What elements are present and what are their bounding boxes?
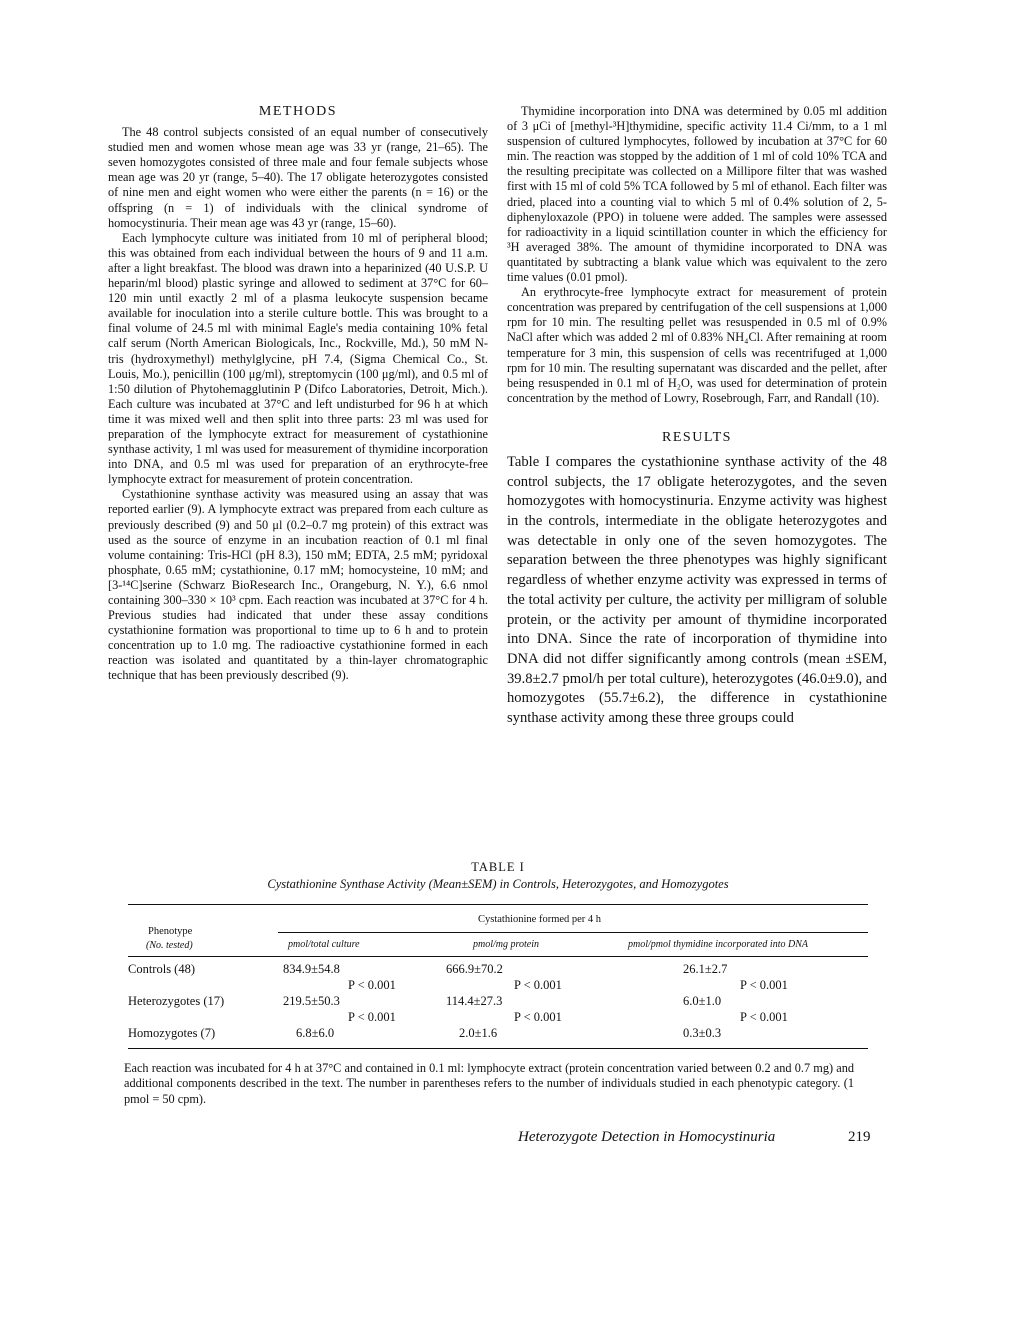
methods-paragraph-2: Each lymphocyte culture was initiated from 10 ml of peripheral blood; this was obtained from each individual between the hours of 9 and 11 a.m. after a light breakfast. The blood was drawn into a heparinized (40 U.S.P. U heparin/ml blood) plastic syringe and allowed to sediment at 37°C for 60–120 min until exactly 2 ml of a plasma leukocyte suspension became available for inoculation into a sterile culture bottle. This was brought to a final volume of 24.5 ml with minimal Eagle's media containing 10% fetal calf serum (North American Biologicals, Inc., Rockville, Md.), 50 mM N-tris (hydroxymethyl) methylglycine, pH 7.4, (Sigma Chemical Co., St. Louis, Mo.), penicillin (100 μg/ml), streptomycin (100 μg/ml), and 0.5 ml of 1:50 dilution of Phytohemagglutinin P (Difco Laboratories, Detroit, Mich.). Each culture was incubated at 37°C and left undisturbed for 96 h at which time it was mixed well and then split into three parts: 23 ml was used for preparation of the lymphocyte extract for measurement of cystathionine synthase activity, 1 ml was used for measurement of thymidine incorporation into DNA, and 0.5 ml was used for preparation of an erythrocyte-free lymphocyte extract for measurement of protein concentration. bbox=[108, 230, 488, 487]
controls-total-culture: 834.9±54.8 bbox=[283, 962, 340, 976]
p-value-6: P < 0.001 bbox=[740, 1010, 788, 1024]
no-tested-header: (No. tested) bbox=[146, 940, 193, 951]
results-heading: RESULTS bbox=[662, 429, 732, 445]
protein-paragraph: An erythrocyte-free lymphocyte extract for measurement of protein concentration was prepared by centrifugation of the cell suspensions at 1,000 rpm for 10 min. The resulting pellet was resuspended in 0.5 ml of 0.9% NaCl after which was added 2 ml of 0.83% NH₄Cl. After remaining at room temperature for 3 min, this suspension of cells was recentrifuged at 1,000 rpm for 10 min. The resulting supernatant was discarded and the pellet, after being resuspended in 0.1 ml of H₂O, was used for determination of protein concentration by the method of Lowry, Rosebrough, Farr, and Randall (10). bbox=[507, 285, 887, 405]
row-phenotype-controls: Controls (48) bbox=[128, 962, 196, 976]
page-number: 219 bbox=[848, 1129, 871, 1145]
results-paragraph: Table I compares the cystathionine synthase activity of the 48 control subjects, the 17 obligate heterozygotes, and the seven homozygotes with homocystinuria. Enzyme activity was highest in the controls, intermediate in the obligate heterozygotes and was detectable in only one of the seven homozygotes. The separation between the three phenotypes was highly significant regardless of whether enzyme activity was expressed in terms of the total activity per culture, the activity per milligram of soluble protein, or the activity per amount of thymidine incorporated into DNA. Since the rate of incorporation of thymidine into DNA did not differ significantly among controls (mean ±SEM, 39.8±2.7 pmol/h per total culture), heterozygotes (46.0±9.0), and homozygotes (55.7±6.2), the difference in cystathionine synthase activity among these three groups could bbox=[507, 453, 887, 727]
p-value-3: P < 0.001 bbox=[740, 978, 788, 992]
row-phenotype-heterozygotes: Heterozygotes (17) bbox=[128, 994, 225, 1008]
p-value-5: P < 0.001 bbox=[514, 1010, 562, 1024]
methods-paragraph-3: Cystathionine synthase activity was measured using an assay that was reported earlier (9). A lymphocyte extract was prepared from each culture as previously described (9) and 50 μl (0.2–0.7 mg protein) of this extract was used as the source of enzyme in an incubation reaction of 0.1 ml final volume containing: Tris-HCl (pH 8.3), 150 mM; EDTA, 2.5 mM; pyridoxal phosphate, 0.65 mM; cystathionine, 0.17 mM; homocysteine, 10 mM; and [3-¹⁴C]serine (Schwarz BioResearch Inc., Orangeburg, N. Y.), 6.6 nmol containing 300–330 × 10³ cpm. Each reaction was incubated at 37°C for 4 h. Previous studies had indicated that under these assay conditions cystathionine formation was proportional to time up to 6 h and to protein concentration up to 1.0 mg. The radioactive cystathionine formed in each reaction was isolated and quantitated by a thin-layer chromatographic technique that has been previously described (9). bbox=[108, 487, 488, 683]
right-column bbox=[507, 104, 887, 729]
group-header-rule bbox=[278, 932, 868, 933]
controls-mg-protein: 666.9±70.2 bbox=[446, 962, 503, 976]
thymidine-paragraph: Thymidine incorporation into DNA was determined by 0.05 ml addition of 3 μCi of [methyl-³H]thymidine, specific activity 11.4 Ci/mm, to a 1 ml suspension of cultured lymphocytes, followed by incubation at 37°C for 60 min. The reaction was stopped by the addition of 1 ml of cold 10% TCA and the resulting precipitate was collected on a Millipore filter that was washed first with 15 ml of cold 5% TCA followed by 5 ml of ethanol. Each filter was dried, placed into a counting vial to which 5 ml of 0.4% solution of 2, 5-diphenyloxazole (PPO) in toluene were added. The samples were assessed for radioactivity in a liquid scintillation counter in which the efficiency for ³H averaged 38%. The amount of thymidine incorporated to DNA was quantitated by subtracting a blank value which was equivalent to the zero time values (0.01 pmol). bbox=[507, 104, 887, 285]
left-column bbox=[108, 104, 488, 684]
col-header-mg-protein: pmol/mg protein bbox=[473, 939, 540, 950]
homozygotes-total-culture: 6.8±6.0 bbox=[296, 1026, 335, 1040]
table-header-rule bbox=[128, 956, 868, 957]
table-body bbox=[128, 904, 868, 1056]
p-value-2: P < 0.001 bbox=[514, 978, 562, 992]
methods-paragraph-1: The 48 control subjects consisted of an equal number of consecutively studied men and women whose mean age was 33 yr (range, 21–65). The seven homozygotes consisted of three male and four female subjects whose mean age was 20 yr (range, 5–40). The 17 obligate heterozygotes consisted of nine men and eight women who were either the parents (n = 16) or the offspring (n = 1) of individuals with the clinical syndrome of homocystinuria. Their mean age was 43 yr (range, 15–60). bbox=[108, 125, 488, 230]
controls-thymidine: 26.1±2.7 bbox=[683, 962, 728, 976]
phenotype-header: Phenotype bbox=[148, 926, 193, 937]
table-1 bbox=[108, 860, 888, 1056]
col-header-thymidine: pmol/pmol thymidine incorporated into DNA bbox=[628, 939, 808, 950]
heterozygotes-mg-protein: 114.4±27.3 bbox=[446, 994, 503, 1008]
homozygotes-thymidine: 0.3±0.3 bbox=[683, 1026, 722, 1040]
homozygotes-mg-protein: 2.0±1.6 bbox=[459, 1026, 498, 1040]
table-footnote: Each reaction was incubated for 4 h at 37°C and contained in 0.1 ml: lymphocyte extract (protein concentration varied between 0.2 and 0.7 mg) and additional components described in the text. The number in parentheses refers to the number of individuals studied in each phenotypic category. (1 pmol = 50 cpm). bbox=[124, 1061, 854, 1106]
p-value-4: P < 0.001 bbox=[348, 1010, 396, 1024]
row-phenotype-homozygotes: Homozygotes (7) bbox=[128, 1026, 216, 1040]
table-caption: Cystathionine Synthase Activity (Mean±SEM) in Controls, Heterozygotes, and Homozygotes bbox=[267, 877, 729, 891]
table-top-rule bbox=[128, 904, 868, 905]
heterozygotes-total-culture: 219.5±50.3 bbox=[283, 994, 340, 1008]
table-title: TABLE I bbox=[471, 860, 525, 874]
methods-heading: METHODS bbox=[258, 104, 338, 119]
table-bottom-rule bbox=[128, 1048, 868, 1049]
running-title: Heterozygote Detection in Homocystinuria bbox=[518, 1129, 776, 1145]
heterozygotes-thymidine: 6.0±1.0 bbox=[683, 994, 722, 1008]
col-header-total-culture: pmol/total culture bbox=[288, 939, 360, 950]
p-value-1: P < 0.001 bbox=[348, 978, 396, 992]
group-header: Cystathionine formed per 4 h bbox=[478, 914, 602, 925]
